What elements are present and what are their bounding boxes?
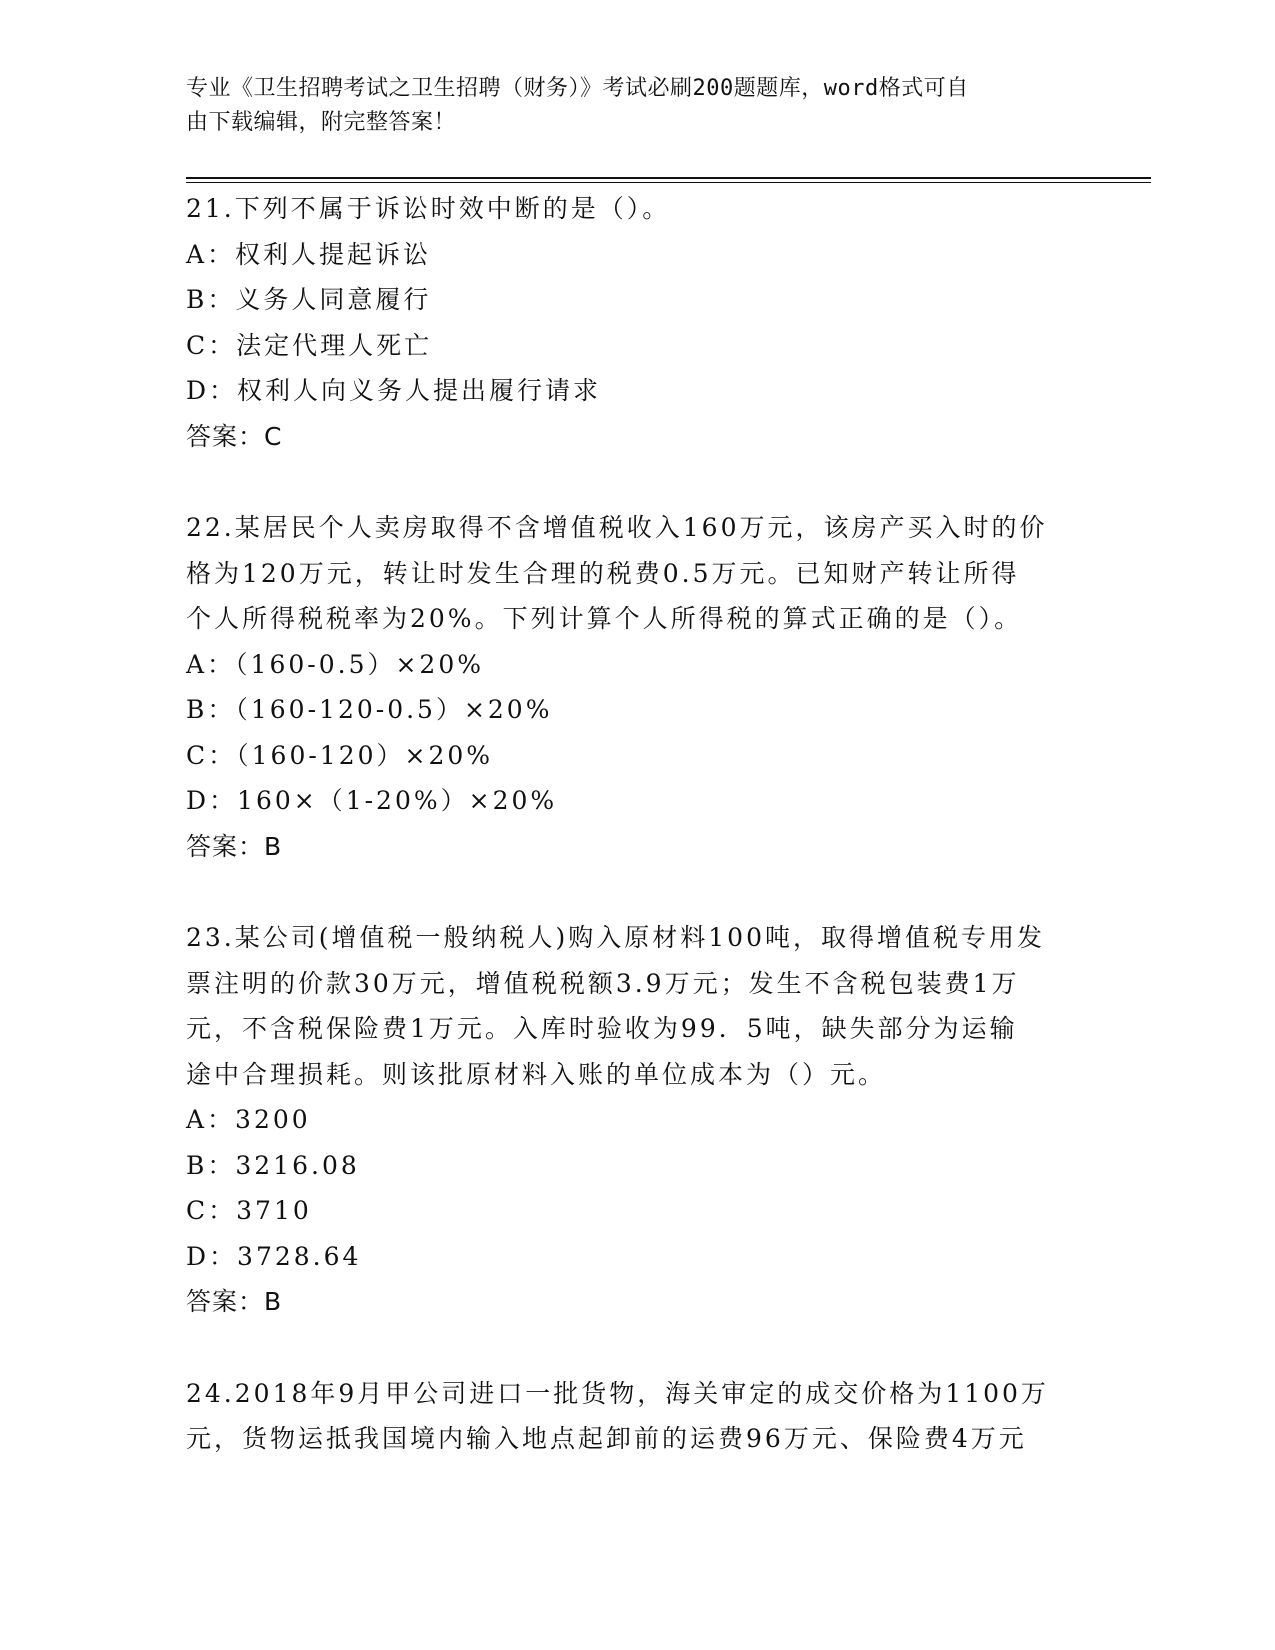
option-b: B：义务人同意履行 bbox=[186, 285, 432, 314]
question-23 bbox=[186, 915, 1086, 1325]
header-line-1: 专业《卫生招聘考试之卫生招聘（财务）》考试必刷200题题库，word格式可自 bbox=[186, 76, 969, 101]
question-text-line: 途中合理损耗。则该批原材料入账的单位成本为（）元。 bbox=[186, 1059, 887, 1089]
option-c: C：（160-120）×20% bbox=[186, 740, 494, 770]
question-gap bbox=[186, 869, 1086, 915]
question-text-line: 个人所得税税率为20%。下列计算个人所得税的算式正确的是（）。 bbox=[186, 604, 1023, 633]
question-text-line: 格为120万元，转让时发生合理的税费0.5万元。已知财产转让所得 bbox=[186, 558, 1020, 588]
answer-line: 答案：C bbox=[186, 421, 283, 451]
question-text-line: 元，不含税保险费1万元。入库时验收为99．5吨，缺失部分为运输 bbox=[186, 1014, 1018, 1043]
answer-line: 答案：B bbox=[186, 831, 283, 861]
header-divider-thick bbox=[186, 177, 1151, 179]
question-text-line: 24.2018年9月甲公司进口一批货物，海关审定的成交价格为1100万 bbox=[186, 1378, 1049, 1408]
option-a: A：权利人提起诉讼 bbox=[186, 239, 432, 269]
question-21 bbox=[186, 186, 1086, 459]
option-d: D：3728.64 bbox=[186, 1241, 362, 1271]
document-header bbox=[186, 72, 1066, 140]
question-text-line: 21.下列不属于诉讼时效中断的是（）。 bbox=[186, 194, 671, 223]
option-b: B：（160-120-0.5）×20% bbox=[186, 695, 553, 724]
option-d: D：权利人向义务人提出履行请求 bbox=[186, 376, 602, 405]
question-22 bbox=[186, 505, 1086, 869]
option-d: D：160×（1-20%）×20% bbox=[186, 786, 558, 815]
question-text-line: 元，货物运抵我国境内输入地点起卸前的运费96万元、保险费4万元 bbox=[186, 1424, 1027, 1453]
answer-line: 答案：B bbox=[186, 1287, 283, 1316]
option-a: A：（160-0.5）×20% bbox=[186, 649, 484, 679]
header-divider-thin bbox=[186, 182, 1151, 183]
option-c: C：法定代理人死亡 bbox=[186, 330, 433, 360]
question-gap bbox=[186, 1325, 1086, 1371]
option-b: B：3216.08 bbox=[186, 1150, 360, 1180]
question-gap bbox=[186, 459, 1086, 505]
question-list bbox=[186, 186, 1086, 1462]
question-text-line: 23.某公司(增值税一般纳税人)购入原材料100吨，取得增值税专用发 bbox=[186, 923, 1045, 952]
question-24 bbox=[186, 1371, 1086, 1462]
option-c: C：3710 bbox=[186, 1196, 312, 1225]
option-a: A：3200 bbox=[186, 1105, 311, 1134]
question-text-line: 22.某居民个人卖房取得不含增值税收入160万元，该房产买入时的价 bbox=[186, 513, 1048, 542]
header-line-2: 由下载编辑，附完整答案！ bbox=[186, 110, 457, 135]
question-text-line: 票注明的价款30万元，增值税税额3.9万元；发生不含税包装费1万 bbox=[186, 968, 1020, 998]
